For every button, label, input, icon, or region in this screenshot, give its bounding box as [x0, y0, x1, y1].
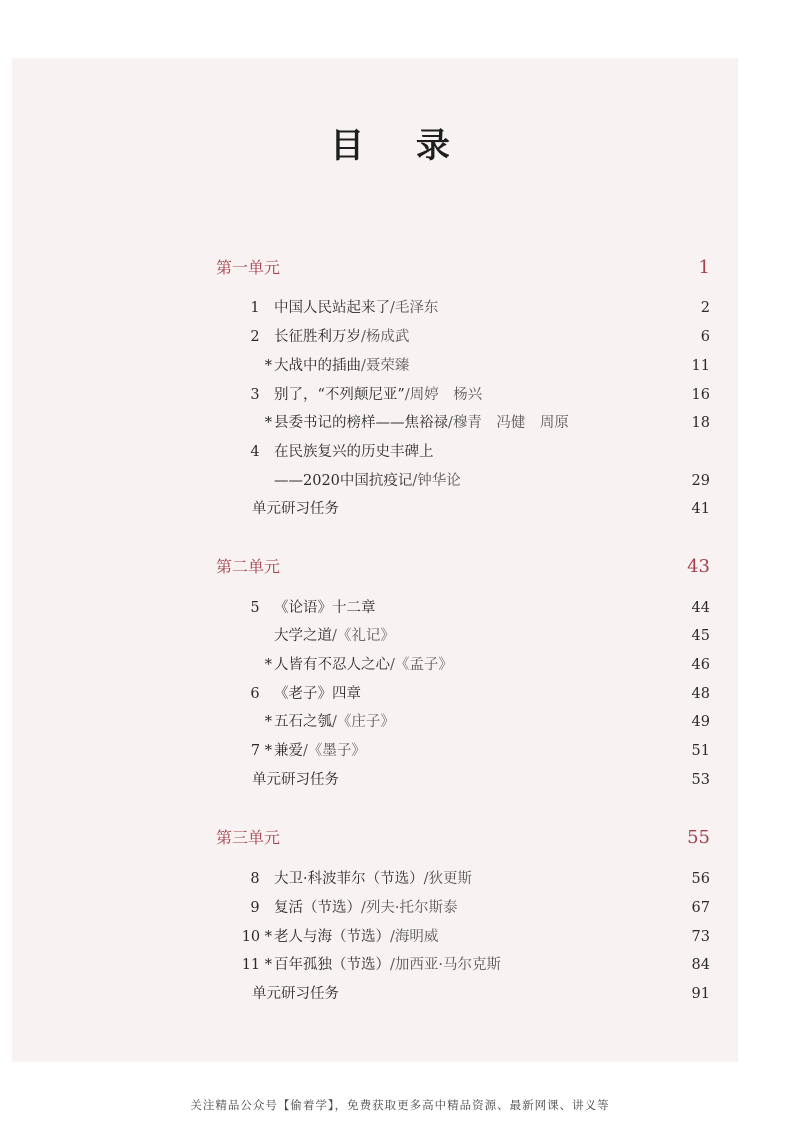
entry-number: * [264, 657, 272, 673]
toc-entry[interactable] [236, 898, 710, 918]
entry-author: /《庄子》 [332, 714, 395, 730]
entry-page: 29 [691, 473, 710, 489]
entry-author: /列夫·托尔斯泰 [361, 900, 458, 916]
unit-page: 1 [698, 257, 710, 278]
entry-title: 兼爱 [274, 743, 303, 759]
toc-entry[interactable] [236, 598, 710, 618]
entry-title: 大学之道 [274, 628, 332, 644]
footer-note: 关注精品公众号【偷着学】，免费获取更多高中精品资源、最新网课、讲义等 [190, 1098, 610, 1112]
toc-entry[interactable] [236, 712, 710, 732]
entry-title: 《论语》十二章 [274, 600, 376, 616]
entry-title: 老人与海（节选） [274, 929, 390, 945]
entry-title: 五石之瓠 [274, 714, 332, 730]
toc-entry[interactable] [236, 955, 710, 975]
entry-page: 84 [691, 957, 710, 973]
toc-entry[interactable] [236, 471, 710, 491]
entry-page: 49 [691, 714, 710, 730]
toc-entry[interactable] [236, 927, 710, 947]
entry-author: /周婷 杨兴 [404, 387, 483, 403]
task-page: 91 [691, 986, 710, 1002]
unit-heading[interactable] [216, 557, 710, 577]
entry-author: /毛泽东 [390, 300, 439, 316]
toc-entry[interactable] [236, 684, 710, 704]
entry-number: * [264, 415, 272, 431]
entry-title: 别了，“不列颠尼亚” [274, 387, 405, 403]
entry-author: /海明威 [390, 929, 439, 945]
entry-page: 51 [691, 743, 710, 759]
entry-author: /《礼记》 [332, 628, 395, 644]
entry-page: 48 [691, 686, 710, 702]
entry-page: 44 [691, 600, 710, 616]
entry-number: 8 [250, 871, 260, 887]
entry-number: 9 [250, 900, 260, 916]
entry-title: 长征胜利万岁 [274, 329, 361, 345]
page-title: 目 录 [330, 126, 470, 166]
entry-number: * [264, 714, 272, 730]
toc-entry[interactable] [236, 385, 710, 405]
entry-author: /加西亚·马尔克斯 [390, 957, 501, 973]
task-page: 53 [691, 772, 710, 788]
entry-number: 5 [250, 600, 260, 616]
task-label: 单元研习任务 [252, 501, 339, 517]
entry-title: 大战中的插曲 [274, 358, 361, 374]
unit-heading[interactable] [216, 258, 710, 278]
entry-page: 46 [691, 657, 710, 673]
task-page: 41 [691, 501, 710, 517]
entry-title: 在民族复兴的历史丰碑上 [274, 444, 434, 460]
toc-entry[interactable] [236, 741, 710, 761]
entry-author: /狄更斯 [423, 871, 472, 887]
entry-number: 11 * [241, 957, 272, 973]
entry-page: 16 [691, 387, 710, 403]
unit-page: 43 [687, 556, 710, 577]
entry-author: /杨成武 [361, 329, 410, 345]
entry-number: 1 [250, 300, 260, 316]
entry-page: 73 [691, 929, 710, 945]
toc-entry[interactable] [236, 869, 710, 889]
entry-title: 中国人民站起来了 [274, 300, 390, 316]
entry-title: 复活（节选） [274, 900, 361, 916]
entry-page: 67 [691, 900, 710, 916]
entry-page: 2 [700, 300, 710, 316]
task-label: 单元研习任务 [252, 772, 339, 788]
entry-number: * [264, 358, 272, 374]
entry-title: ——2020中国抗疫记 [274, 473, 413, 489]
entry-number: 6 [250, 686, 260, 702]
entry-page: 18 [691, 415, 710, 431]
entry-number: 7 * [250, 743, 272, 759]
entry-title: 《老子》四章 [274, 686, 361, 702]
entry-author: /聂荣臻 [361, 358, 410, 374]
entry-author: /钟华论 [412, 473, 461, 489]
toc-entry[interactable] [236, 356, 710, 376]
entry-page: 6 [700, 329, 710, 345]
entry-page: 45 [691, 628, 710, 644]
unit-name: 第一单元 [216, 258, 281, 277]
entry-author: /穆青 冯健 周原 [448, 415, 569, 431]
entry-title: 人皆有不忍人之心 [274, 657, 390, 673]
entry-number: 4 [250, 444, 260, 460]
entry-author: /《孟子》 [390, 657, 453, 673]
unit-task[interactable] [252, 770, 710, 790]
unit-task[interactable] [252, 984, 710, 1004]
entry-title: 大卫·科波菲尔（节选） [274, 871, 424, 887]
entry-number: 2 [250, 329, 260, 345]
entry-page: 56 [691, 871, 710, 887]
toc-entry[interactable] [236, 442, 710, 462]
entry-title: 百年孤独（节选） [274, 957, 390, 973]
toc-entry[interactable] [236, 327, 710, 347]
unit-name: 第三单元 [216, 828, 281, 847]
entry-title: 县委书记的榜样——焦裕禄 [274, 415, 448, 431]
entry-author: /《墨子》 [303, 743, 366, 759]
entry-number: 10 * [241, 929, 272, 945]
toc-entry[interactable] [236, 298, 710, 318]
unit-heading[interactable] [216, 828, 710, 848]
unit-name: 第二单元 [216, 557, 281, 576]
entry-number: 3 [250, 387, 260, 403]
task-label: 单元研习任务 [252, 986, 339, 1002]
toc-entry[interactable] [236, 626, 710, 646]
unit-page: 55 [687, 827, 710, 848]
toc-entry[interactable] [236, 413, 710, 433]
unit-task[interactable] [252, 499, 710, 519]
toc-entry[interactable] [236, 655, 710, 675]
entry-page: 11 [691, 358, 710, 374]
